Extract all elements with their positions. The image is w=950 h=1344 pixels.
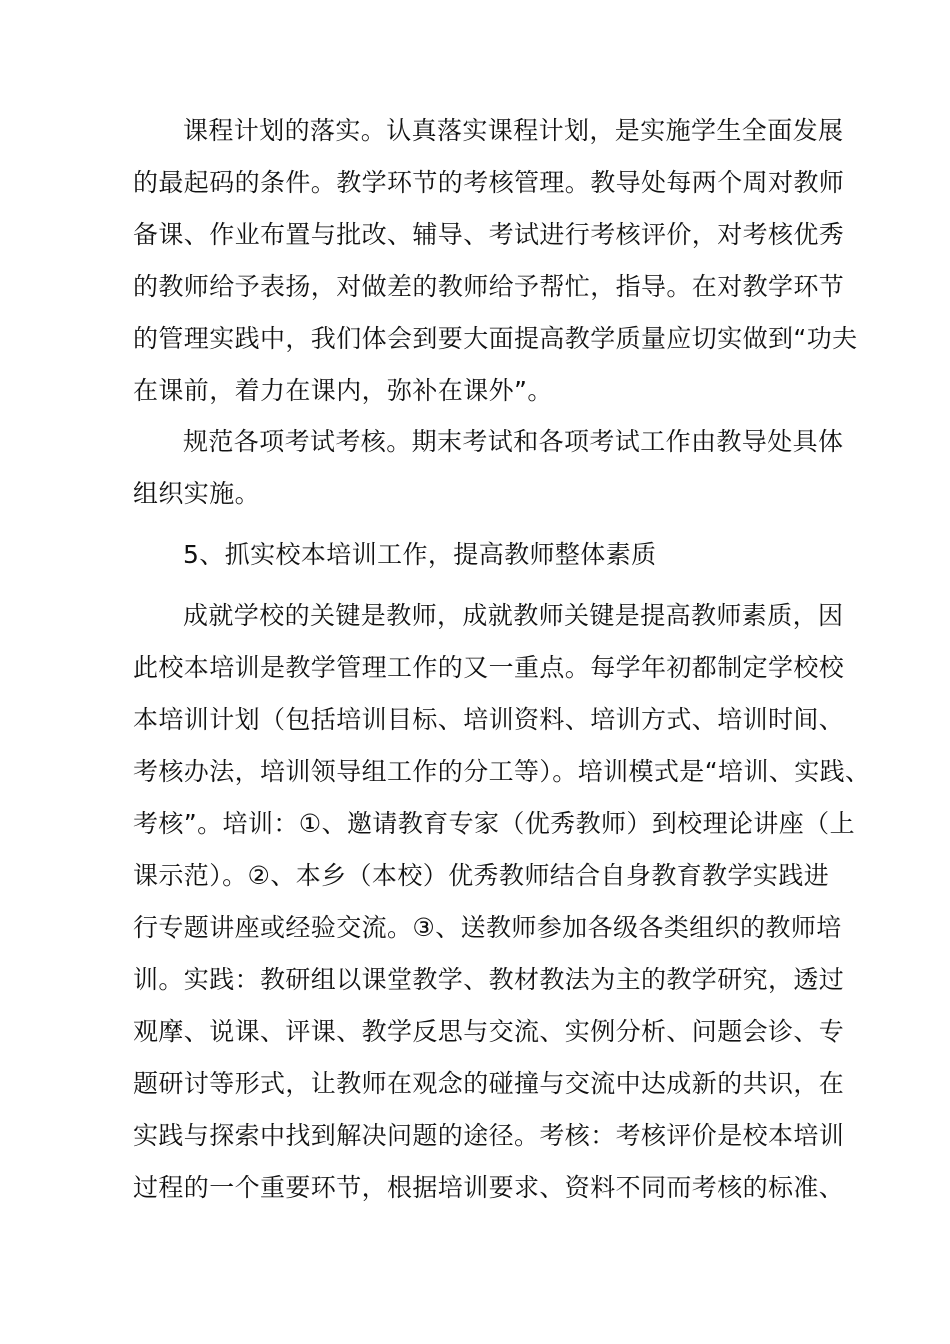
paragraph-line: 备课、作业布置与批改、辅导、考试进行考核评价，对考核优秀 — [133, 220, 845, 249]
paragraph-line: 组织实施。 — [133, 479, 261, 508]
paragraph-line: 本培训计划（包括培训目标、培训资料、培训方式、培训时间、 — [133, 705, 845, 734]
paragraph-line: 行专题讲座或经验交流。③、送教师参加各级各类组织的教师培 — [133, 913, 842, 942]
exam-paragraph — [133, 429, 853, 509]
section-heading-text: 5、抓实校本培训工作，提高教师整体素质 — [183, 540, 657, 569]
section-heading — [133, 542, 853, 572]
course-plan-paragraph — [133, 116, 858, 405]
paragraph-line: 考核”。培训：①、邀请教育专家（优秀教师）到校理论讲座（上 — [133, 809, 855, 838]
paragraph-line: 课示范）。②、本乡（本校）优秀教师结合自身教育教学实践进 — [133, 861, 830, 890]
paragraph-line: 观摩、说课、评课、教学反思与交流、实例分析、问题会诊、专 — [133, 1017, 845, 1046]
paragraph-line: 的教师给予表扬，对做差的教师给予帮忙，指导。在对教学环节 — [133, 272, 845, 301]
paragraph-line: 的管理实践中，我们体会到要大面提高教学质量应切实做到“功夫 — [133, 324, 858, 353]
paragraph-line: 过程的一个重要环节，根据培训要求、资料不同而考核的标准、 — [133, 1173, 845, 1202]
paragraph-line: 训。实践：教研组以课堂教学、教材教法为主的教学研究，透过 — [133, 965, 845, 994]
paragraph-line: 考核办法，培训领导组工作的分工等）。培训模式是“培训、实践、 — [133, 757, 871, 786]
paragraph-line: 规范各项考试考核。期末考试和各项考试工作由教导处具体 — [183, 427, 844, 456]
paragraph-line: 此校本培训是教学管理工作的又一重点。每学年初都制定学校校 — [133, 653, 845, 682]
training-paragraph — [133, 601, 871, 1203]
paragraph-line: 在课前，着力在课内，弥补在课外”。 — [133, 376, 553, 405]
paragraph-line: 成就学校的关键是教师，成就教师关键是提高教师素质，因 — [183, 601, 844, 630]
paragraph-line: 的最起码的条件。教学环节的考核管理。教导处每两个周对教师 — [133, 168, 845, 197]
paragraph-line: 题研讨等形式，让教师在观念的碰撞与交流中达成新的共识，在 — [133, 1069, 845, 1098]
paragraph-line: 课程计划的落实。认真落实课程计划，是实施学生全面发展 — [183, 116, 844, 145]
paragraph-line: 实践与探索中找到解决问题的途径。考核：考核评价是校本培训 — [133, 1121, 845, 1150]
